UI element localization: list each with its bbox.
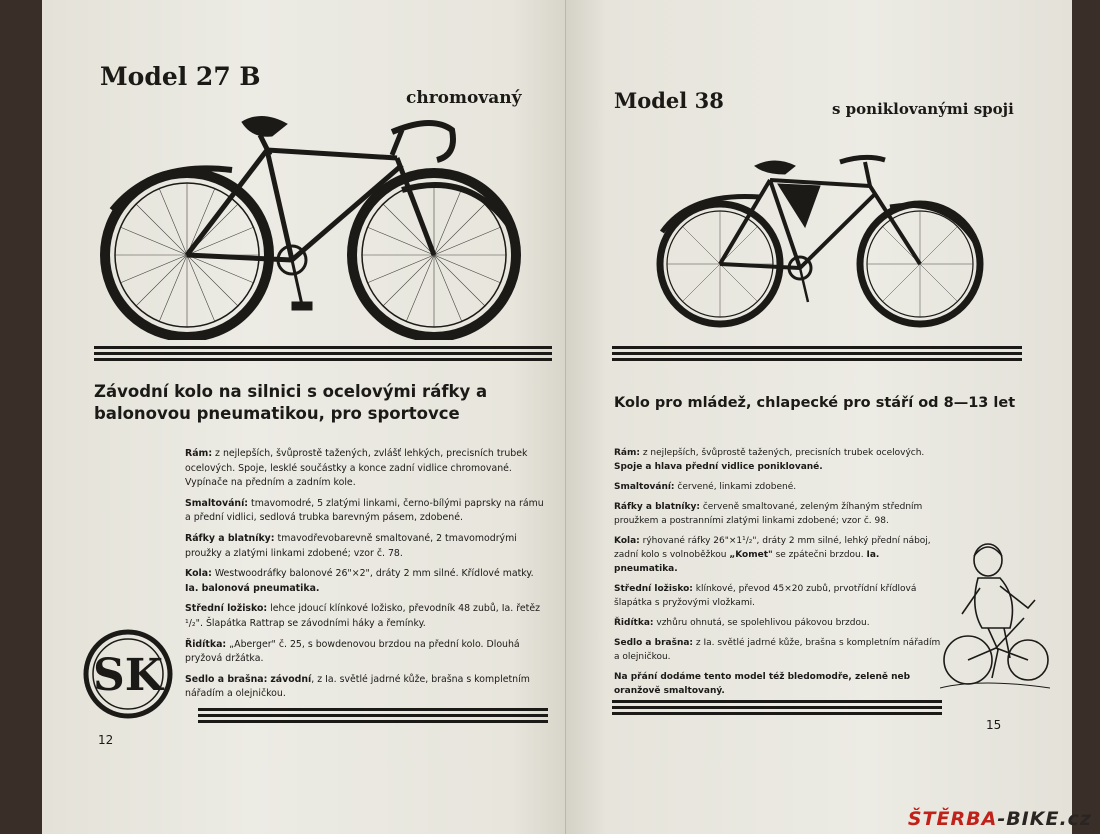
model-27b-specs — [185, 447, 545, 708]
page-number-left: 12 — [98, 733, 114, 747]
spec-rims: Ráfky a blatníky: červeně smaltované, zeleným žíhaným středním proužkem a postranními zlatými linkami zdobené; vzor č. 98. — [614, 502, 923, 526]
racing-bicycle-image — [92, 110, 532, 340]
spec-rims: Ráfky a blatníky: tmavodřevobarevně smaltované, 2 tmavomodrými proužky a zlatými linkami zdobené; vzor č. 78. — [185, 532, 517, 559]
page-number-right: 15 — [986, 718, 1002, 732]
spec-handlebars: Řidítka: „Aberger" č. 25, s bowdenovou brzdou na přední kolo. Dlouhá pryžová držátka. — [185, 638, 520, 665]
spec-bottom-bracket: Střední ložisko: klínkové, převod 45×20 zubů, prvotřídní křídlová šlapátka s pryžovými vložkami. — [614, 584, 917, 608]
headline-line-1: Závodní kolo na silnici s ocelovými ráfky a — [94, 382, 488, 401]
headline-line-2: balonovou pneumatikou, pro sportovce — [94, 404, 460, 423]
spec-saddle: Sedlo a brašna: z Ia. světlé jadrné kůže, brašna s kompletním nářadím a olejničkou. — [614, 638, 941, 662]
model-38-headline: Kolo pro mládež, chlapecké pro stáří od 8—13 let — [614, 395, 1016, 411]
right-page — [566, 0, 1072, 834]
spec-wheels: Kola: Westwoodráfky balonové 26"×2", dráty 2 mm silné. Křídlové matky. Ia. balonová pneumatika. — [185, 568, 534, 594]
spec-enamel: Smaltování: červené, linkami zdobené. — [614, 482, 797, 492]
model-27b-title: Model 27 B — [100, 62, 261, 91]
model-27b-finish: chromovaný — [406, 88, 522, 108]
spec-bottom-bracket: Střední ložisko: lehce jdoucí klínkové ložisko, převodník 48 zubů, Ia. řetěz ¹/₂". Šlapátka Rattrap se závodními háky a řemínky. — [185, 603, 541, 629]
sk-logo-icon — [82, 628, 174, 720]
site-watermark: ŠTĚRBA-BIKE.cz — [907, 808, 1092, 830]
model-38-finish: s poniklovanými spoji — [832, 100, 1014, 118]
boy-cyclist-illustration — [940, 538, 1050, 698]
decorative-rules-top — [94, 346, 552, 364]
spec-enamel: Smaltování: tmavomodré, 5 zlatými linkami, černo-bílými paprsky na rámu a přední vidlici, sedlová trubka barevným pásem, zdobené. — [185, 497, 544, 524]
youth-bicycle-image — [650, 152, 990, 332]
spec-wheels: Kola: rýhované ráfky 26"×1¹/₂", dráty 2 mm silné, lehký přední náboj, zadní kolo s volnoběžkou „Komet" se zpátečni brzdou. Ia. pneumatika. — [614, 536, 931, 574]
left-page — [42, 0, 565, 834]
spec-color-options: Na přání dodáme tento model též bledomodře, zeleně neb oranžově smaltovaný. — [614, 672, 911, 696]
spec-frame: Rám: z nejlepších, švůprostě tažených, precisních trubek ocelových. Spoje a hlava přední vidlice poniklované. — [614, 448, 925, 472]
model-38-specs — [614, 446, 946, 704]
svg-text:SK: SK — [92, 650, 164, 701]
decorative-rules-bottom-right — [612, 700, 942, 718]
spec-frame: Rám: z nejlepších, švůprostě tažených, zvlášť lehkých, precisních trubek ocelových. Spoje, lesklé součástky a konce zadní vidlice chromované. Vypínače na předním a zadním kole. — [185, 448, 528, 489]
spec-handlebars: Řidítka: vzhůru ohnutá, se spolehlivou pákovou brzdou. — [614, 618, 870, 628]
model-27b-headline — [94, 381, 564, 425]
decorative-rules-bottom — [198, 708, 548, 726]
decorative-rules-top-right — [612, 346, 1022, 364]
spec-saddle: Sedlo a brašna: závodní, z Ia. světlé jadrné kůže, brašna s kompletním nářadím a olejničkou. — [185, 673, 530, 700]
model-38-title: Model 38 — [614, 88, 724, 113]
